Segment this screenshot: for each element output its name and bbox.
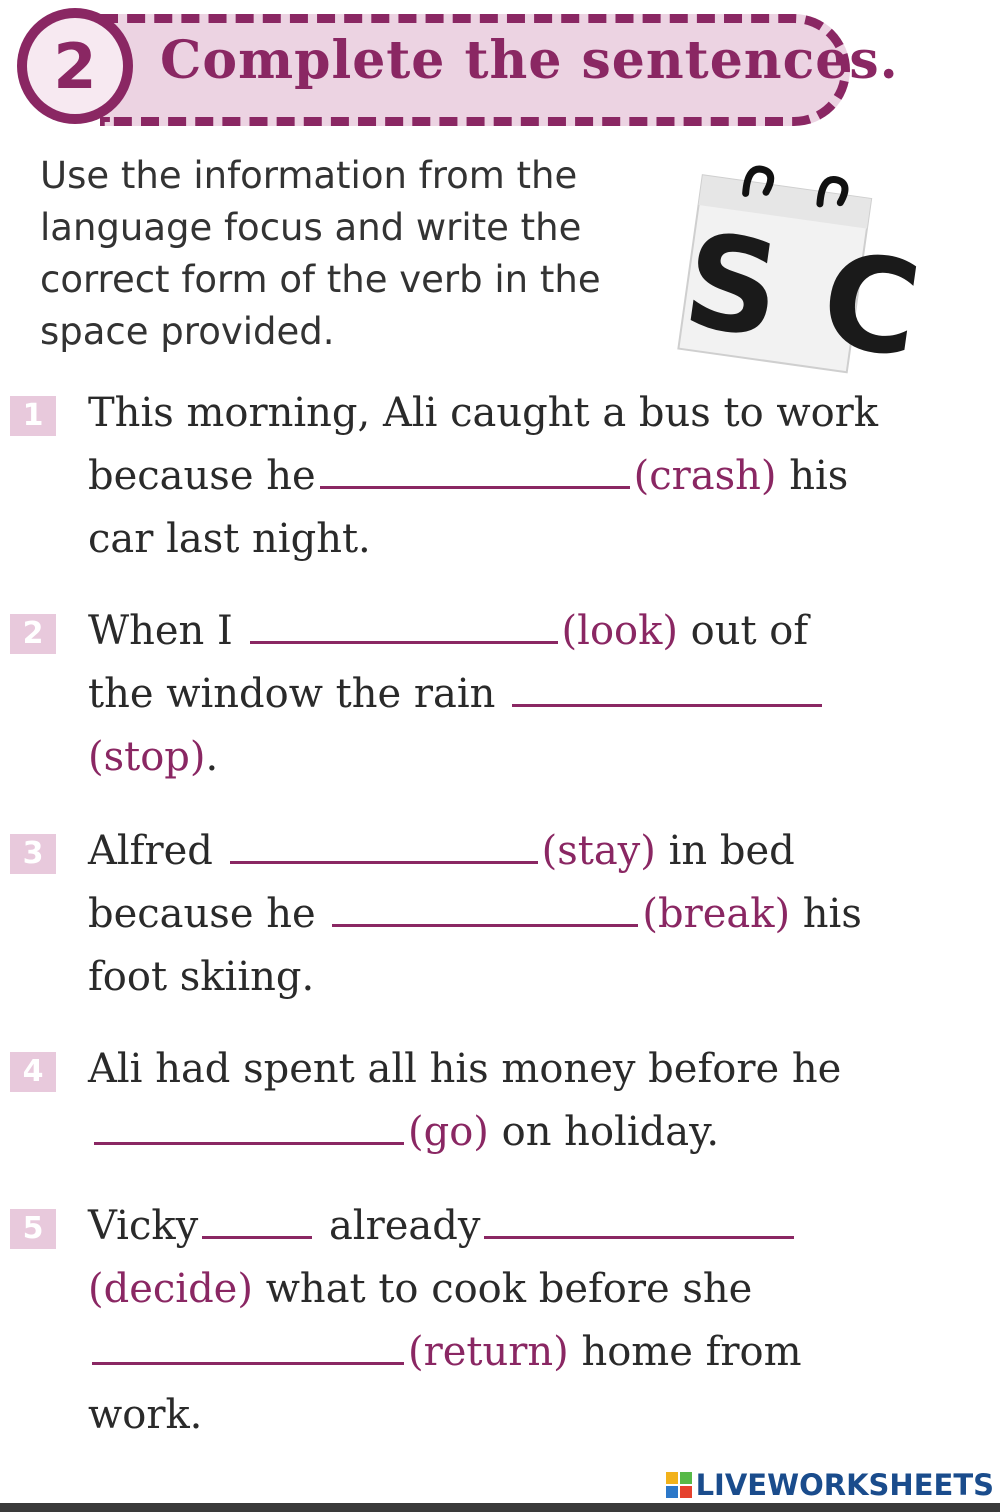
verb-hint: (break) xyxy=(642,891,791,937)
calendar-icon xyxy=(652,145,929,387)
liveworksheets-logo[interactable] xyxy=(666,1468,994,1502)
sentence-text: his xyxy=(802,891,862,937)
sentence-text: what to cook before she xyxy=(265,1266,753,1312)
answer-blank[interactable] xyxy=(230,831,538,864)
calendar-letters: S C xyxy=(675,203,929,387)
item-number: 3 xyxy=(10,834,56,874)
sentence-text: his xyxy=(789,453,849,499)
answer-blank[interactable] xyxy=(92,1332,404,1365)
sentence-text: the window the rain xyxy=(88,671,496,717)
verb-hint: (return) xyxy=(408,1329,569,1375)
verb-hint: (stay) xyxy=(541,828,656,874)
answer-blank[interactable] xyxy=(332,894,638,927)
verb-hint: (look) xyxy=(561,608,678,654)
sentence xyxy=(88,382,878,571)
logo-icon xyxy=(666,1472,692,1498)
answer-blank[interactable] xyxy=(484,1206,794,1239)
verb-hint: (crash) xyxy=(633,453,777,499)
answer-blank[interactable] xyxy=(202,1206,312,1239)
sentence-text: . xyxy=(205,734,219,780)
sentence-text: on holiday. xyxy=(501,1109,720,1155)
answer-blank[interactable] xyxy=(320,456,630,489)
sentence-text: Ali had spent all his money before he xyxy=(88,1046,842,1092)
footer-divider xyxy=(0,1503,1000,1512)
item-number: 4 xyxy=(10,1052,56,1092)
sentence-text: because he xyxy=(88,453,316,499)
sentence-text: because he xyxy=(88,891,316,937)
item-number: 1 xyxy=(10,396,56,436)
sentence xyxy=(88,820,878,1009)
sentence-text: Alfred xyxy=(88,828,213,874)
sentence-text: Vicky xyxy=(88,1203,199,1249)
sentence-text: home from xyxy=(581,1329,802,1375)
sentence-text: out of xyxy=(690,608,809,654)
item-number: 2 xyxy=(10,614,56,654)
page-title: Complete the sentences. xyxy=(160,30,899,91)
exercise-number: 2 xyxy=(27,18,123,114)
logo-text: LIVEWORKSHEETS xyxy=(695,1468,994,1502)
sentence xyxy=(88,1195,878,1447)
item-number: 5 xyxy=(10,1209,56,1249)
answer-blank[interactable] xyxy=(94,1112,404,1145)
verb-hint: (go) xyxy=(408,1109,489,1155)
exercise-header xyxy=(0,0,1000,140)
answer-blank[interactable] xyxy=(512,674,822,707)
sentence-text: work. xyxy=(88,1392,203,1438)
sentence xyxy=(88,1038,878,1164)
sentence-text: car last night. xyxy=(88,516,371,562)
sentence-text: in bed xyxy=(668,828,795,874)
sentence xyxy=(88,600,878,789)
sentence-text: This morning, Ali caught a bus to work xyxy=(88,390,879,436)
sentence-text: foot skiing. xyxy=(88,954,315,1000)
answer-blank[interactable] xyxy=(250,611,558,644)
instructions-text: Use the information from the language focus and write the correct form of the verb in the space provided. xyxy=(40,154,601,353)
verb-hint: (stop) xyxy=(88,734,206,780)
sentence-text: already xyxy=(328,1203,481,1249)
verb-hint: (decide) xyxy=(88,1266,253,1312)
exercise-number-badge xyxy=(17,8,133,124)
sentence-text: When I xyxy=(88,608,233,654)
